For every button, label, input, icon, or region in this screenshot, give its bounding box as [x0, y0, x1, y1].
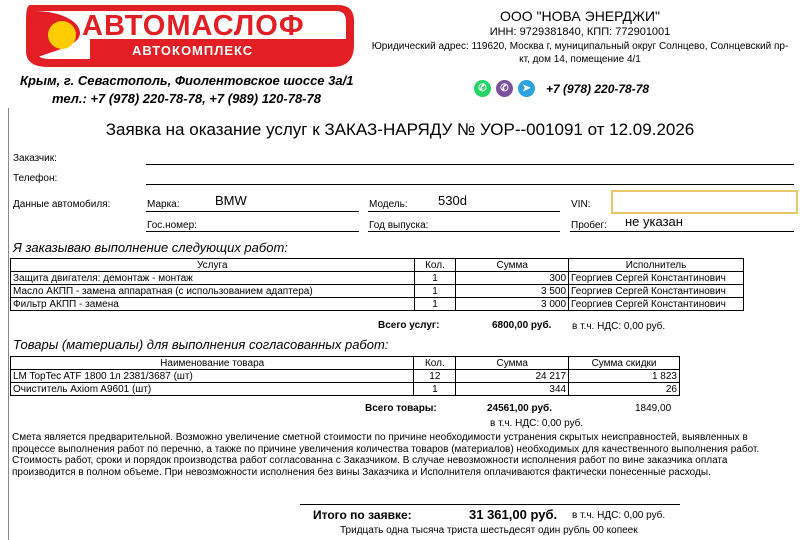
- company-address: Юридический адрес: 119620, Москва г, муниципальный округ Солнцево, Солнцевский пр-кт, дом 14, помещение 4/1: [371, 41, 789, 65]
- col-header-goods-name: Наименование товара: [11, 357, 414, 370]
- services-heading: Я заказываю выполнение следующих работ:: [13, 240, 288, 255]
- terms-note: Стоимость работ, сроки и порядок производства работ согласованна с Заказчиком. В случае невозможности исполнения работ по вине заказчика оплата производится в полном объеме. При невозможности исполнения без вины Заказчика и Исполнителя оплачиваются фактически понесенные расходы.: [12, 455, 728, 478]
- mileage-value: не указан: [625, 214, 683, 229]
- service-executor: Георгиев Сергей Константинович: [569, 285, 744, 298]
- col-header-sum: Сумма: [456, 259, 569, 272]
- service-qty: 1: [414, 298, 456, 311]
- phone-line: [146, 184, 794, 185]
- grand-total-label: Итого по заявке:: [313, 508, 412, 522]
- viber-icon: ✆: [496, 80, 513, 97]
- services-total: 6800,00 руб.: [492, 320, 552, 331]
- vin-field[interactable]: [611, 190, 798, 214]
- year-label: Год выпуска:: [369, 220, 429, 231]
- company-inn: ИНН: 9729381840, КПП: 772901001: [489, 26, 671, 38]
- company-name: ООО "НОВА ЭНЕРДЖИ": [500, 8, 660, 24]
- goods-qty: 12: [414, 370, 456, 383]
- grand-total-words: Тридцать одна тысяча триста шестьдесят один рубль 00 копеек: [340, 525, 638, 536]
- car-label: Данные автомобиля:: [13, 199, 111, 210]
- col-header-qty: Кол.: [414, 259, 456, 272]
- col-header-goods-discount: Сумма скидки: [569, 357, 680, 370]
- make-label: Марка:: [147, 199, 180, 210]
- service-sum: 300: [456, 272, 569, 285]
- goods-total-label: Всего товары:: [365, 403, 437, 414]
- terms-notes: [12, 432, 788, 478]
- goods-name: LM TopTec ATF 1800 1л 2381/3687 (шт): [11, 370, 414, 383]
- telegram-icon: ➤: [518, 80, 535, 97]
- goods-sum: 24 217: [456, 370, 569, 383]
- vin-label: VIN:: [571, 199, 591, 210]
- table-row: [11, 272, 744, 285]
- plate-line: [146, 231, 359, 232]
- services-vat: в т.ч. НДС: 0,00 руб.: [572, 321, 666, 332]
- service-address: Крым, г. Севастополь, Фиолентовское шоссе 3а/1: [20, 73, 354, 88]
- table-row: [11, 298, 744, 311]
- social-phone: +7 (978) 220-78-78: [546, 81, 650, 96]
- phone-label: Телефон:: [13, 173, 58, 184]
- logo-brand-text: АВТОМАСЛОФ: [82, 10, 305, 42]
- year-line: [368, 231, 560, 232]
- grand-total-top-line: [300, 504, 680, 505]
- grand-total-vat: в т.ч. НДС: 0,00 руб.: [572, 510, 666, 521]
- col-header-goods-qty: Кол.: [414, 357, 456, 370]
- services-total-label: Всего услуг:: [378, 320, 440, 331]
- goods-discount-total: 1849,00: [635, 403, 672, 414]
- customer-line: [146, 164, 794, 165]
- goods-sum: 344: [456, 383, 569, 396]
- model-line: [368, 211, 560, 212]
- mileage-line: [570, 231, 794, 232]
- whatsapp-icon: ✆: [474, 80, 491, 97]
- social-contacts: [474, 80, 649, 97]
- col-header-goods-sum: Сумма: [456, 357, 569, 370]
- services-table: [10, 258, 744, 311]
- goods-heading: Товары (материалы) для выполнения согласованных работ:: [13, 337, 389, 352]
- col-header-service: Услуга: [11, 259, 415, 272]
- service-executor: Георгиев Сергей Константинович: [569, 298, 744, 311]
- col-header-executor: Исполнитель: [569, 259, 744, 272]
- service-phones: тел.: +7 (978) 220-78-78, +7 (989) 120-78-78: [52, 91, 321, 106]
- document-title: Заявка на оказание услуг к ЗАКАЗ-НАРЯДУ № УОР--001091 от 12.09.2026: [105, 120, 695, 139]
- page-border: [8, 108, 9, 540]
- service-qty: 1: [414, 272, 456, 285]
- mileage-label: Пробег:: [571, 220, 607, 231]
- service-name: Масло АКПП - замена аппаратная (с использованием адаптера): [11, 285, 415, 298]
- grand-total-value: 31 361,00 руб.: [469, 507, 558, 522]
- service-executor: Георгиев Сергей Константинович: [569, 272, 744, 285]
- model-value: 530d: [438, 193, 467, 208]
- goods-discount: 26: [569, 383, 680, 396]
- terms-note: Смета является предварительной. Возможно увеличение сметной стоимости по причине необходимости устранения скрытых неисправностей, выявленных в процессе выполнения работ по перечню, а также по причине увеличения количества товаров (материалов) необходимых для качественного выполнения работ.: [12, 432, 760, 455]
- model-label: Модель:: [369, 199, 408, 210]
- table-row: [11, 285, 744, 298]
- goods-total: 24561,00 руб.: [487, 403, 552, 414]
- goods-header-row: [11, 357, 680, 370]
- goods-name: Очиститель Axiom A9601 (шт): [11, 383, 414, 396]
- service-qty: 1: [414, 285, 456, 298]
- customer-label: Заказчик:: [13, 153, 57, 164]
- table-row: [11, 370, 680, 383]
- service-name: Защита двигателя: демонтаж - монтаж: [11, 272, 415, 285]
- logo-sub-text: АВТОКОМПЛЕКС: [132, 43, 254, 58]
- make-line: [146, 211, 359, 212]
- service-name: Фильтр АКПП - замена: [11, 298, 415, 311]
- service-sum: 3 000: [456, 298, 569, 311]
- goods-discount: 1 823: [569, 370, 680, 383]
- service-sum: 3 500: [456, 285, 569, 298]
- goods-vat: в т.ч. НДС: 0,00 руб.: [490, 418, 584, 429]
- goods-qty: 1: [414, 383, 456, 396]
- table-row: [11, 383, 680, 396]
- goods-table: [10, 356, 680, 396]
- plate-label: Гос.номер:: [147, 220, 197, 231]
- make-value: BMW: [215, 193, 247, 208]
- services-header-row: [11, 259, 744, 272]
